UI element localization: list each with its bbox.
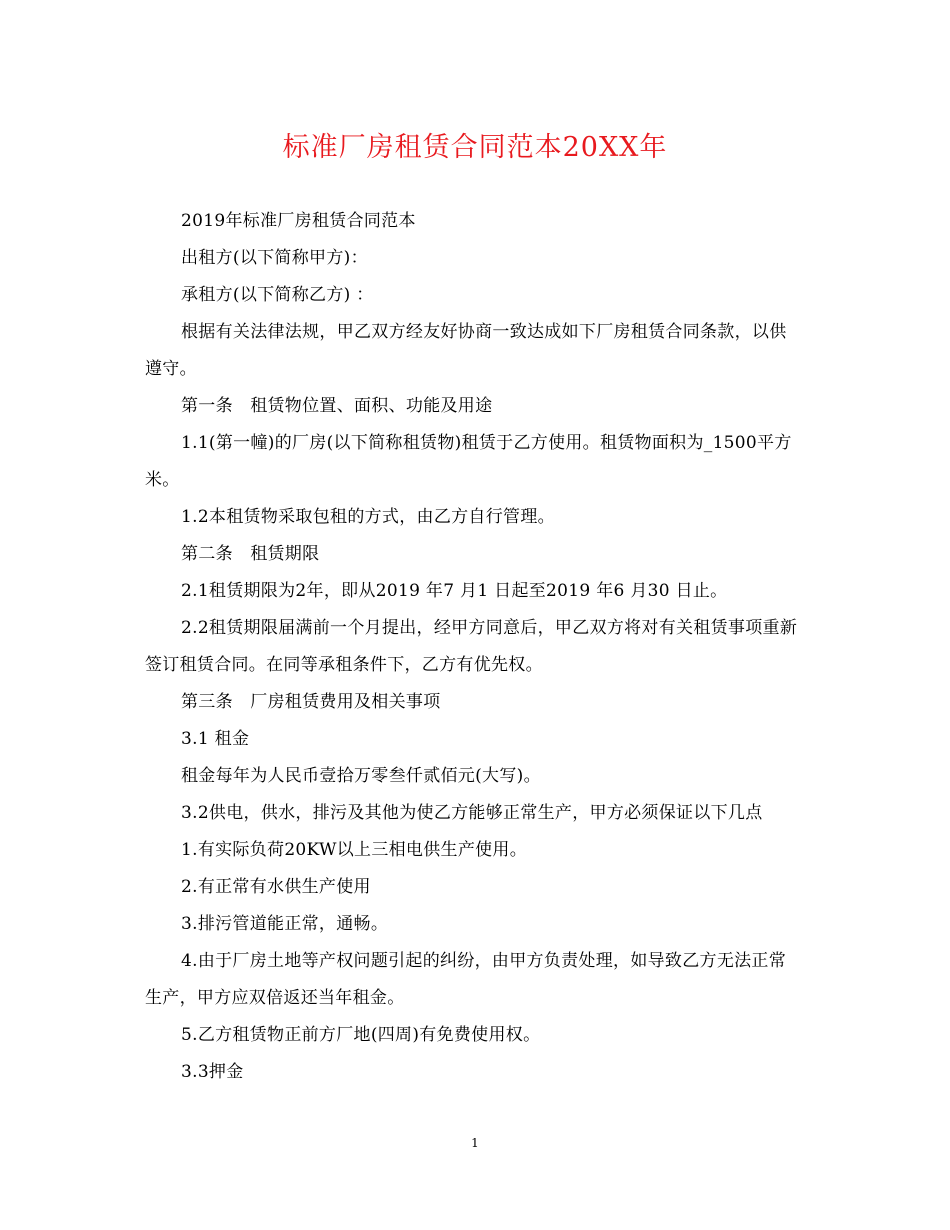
paragraph: 5.乙方租赁物正前方厂地(四周)有免费使用权。 [181,1025,541,1045]
paragraph: 3.3押金 [181,1062,244,1082]
section-heading: 第一条 租赁物位置、面积、功能及用途 [181,396,493,416]
paragraph: 1.有实际负荷20KW以上三相电供生产使用。 [181,840,528,860]
paragraph: 1.1(第一幢)的厂房(以下简称租赁物)租赁于乙方使用。租赁物面积为_1500平方米。 [145,433,792,490]
paragraph: 承租方(以下简称乙方) ： [181,285,374,305]
paragraph: 3.2供电，供水，排污及其他为使乙方能够正常生产，甲方必须保证以下几点 [181,803,763,823]
paragraph: 1.2本租赁物采取包租的方式，由乙方自行管理。 [181,507,555,527]
paragraph: 3.1 租金 [181,729,250,749]
paragraph: 出租方(以下简称甲方)： [181,248,368,268]
paragraph: 根据有关法律法规，甲乙双方经友好协商一致达成如下厂房租赁合同条款，以供遵守。 [145,322,787,379]
paragraph: 2.有正常有水供生产使用 [181,877,371,897]
paragraph: 3.排污管道能正常，通畅。 [181,914,389,934]
paragraph: 2.2租赁期限届满前一个月提出，经甲方同意后，甲乙双方将对有关租赁事项重新签订租赁合同。在同等承租条件下，乙方有优先权。 [145,618,798,675]
section-heading: 第二条 租赁期限 [181,544,320,564]
paragraph: 2.1租赁期限为2年，即从2019 年7 月1 日起至2019 年6 月30 日止。 [181,581,728,601]
document-body [145,203,800,1091]
paragraph: 租金每年为人民币壹拾万零叁仟贰佰元(大写)。 [181,766,541,786]
page-number: 1 [471,1136,479,1150]
section-heading: 第三条 厂房租赁费用及相关事项 [181,692,441,712]
paragraph: 2019年标准厂房租赁合同范本 [181,211,416,231]
document-title: 标准厂房租赁合同范本20XX年 [282,132,668,163]
paragraph: 4.由于厂房土地等产权问题引起的纠纷，由甲方负责处理，如导致乙方无法正常生产，甲方应双倍返还当年租金。 [145,951,787,1008]
